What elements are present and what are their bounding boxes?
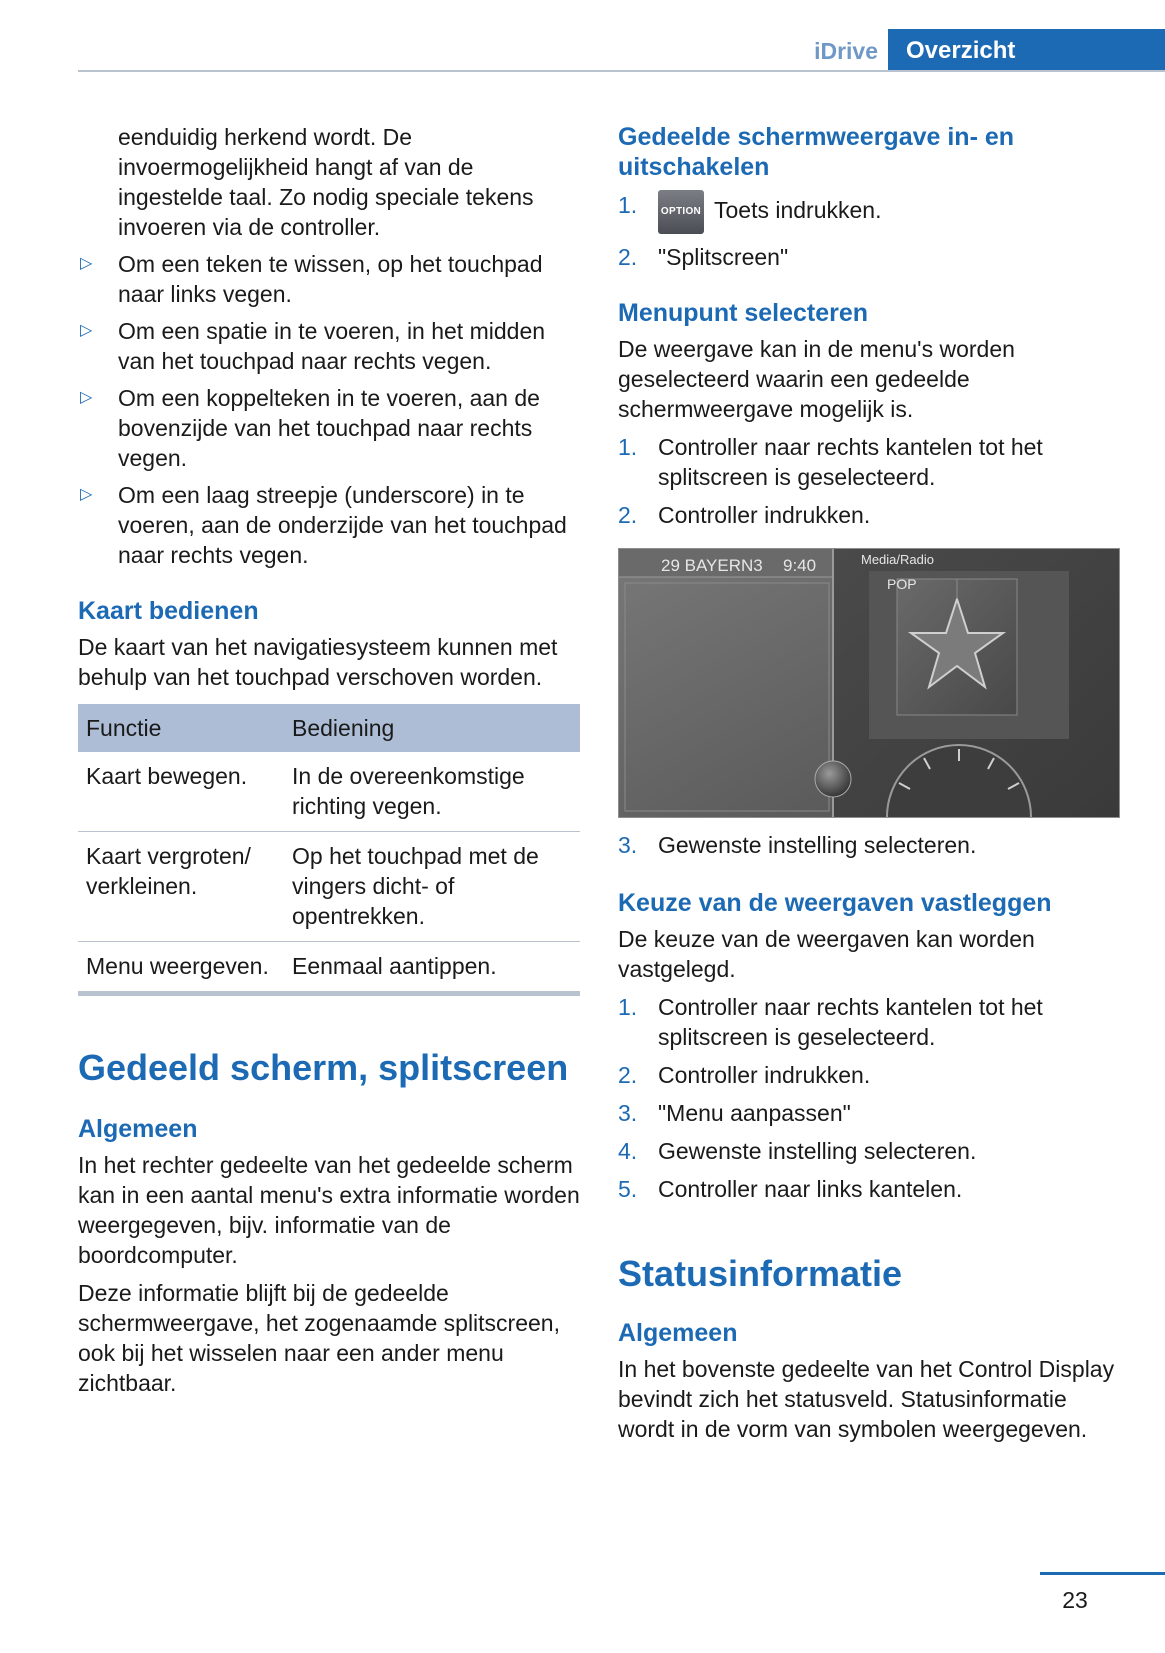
fix-views-steps <box>618 992 1118 1204</box>
step-item <box>618 432 1118 492</box>
step-text: Controller naar links kantelen. <box>658 1176 963 1202</box>
step-item <box>618 992 1118 1052</box>
fix-views-paragraph: De keuze van de weergaven kan worden vastgelegd. <box>618 926 1035 982</box>
step-item <box>618 190 1118 234</box>
step-text: Controller naar rechts kantelen tot het splitscreen is geselecteerd. <box>658 434 1043 490</box>
controller-knob-icon <box>815 761 851 797</box>
step-number: 3. <box>618 1100 638 1126</box>
step-number: 2. <box>618 244 638 270</box>
map-paragraph: De kaart van het navigatiesysteem kunnen met behulp van het touchpad verschoven worden. <box>78 634 558 690</box>
header-divider <box>78 70 1165 72</box>
step-text: Controller indrukken. <box>658 1062 871 1088</box>
table-cell: Kaart bewegen. <box>78 752 284 832</box>
step-number: 2. <box>618 1062 638 1088</box>
step-item <box>618 1136 1118 1166</box>
option-button-icon: OPTION <box>658 190 704 234</box>
step-text: Gewenste instelling selecteren. <box>658 1138 977 1164</box>
display-graphic <box>619 549 1119 817</box>
menu-select-steps-cont <box>618 830 1118 860</box>
swipe-bullet-list <box>78 249 580 570</box>
right-column <box>618 122 1118 1444</box>
step-number: 5. <box>618 1176 638 1202</box>
fix-views-heading: Keuze van de weergaven vastleggen <box>618 889 1052 917</box>
menu-select-heading: Menupunt selecteren <box>618 299 869 327</box>
table-row <box>78 832 580 942</box>
step-number: 4. <box>618 1138 638 1164</box>
step-number: 1. <box>618 434 638 460</box>
bullet-item <box>78 383 580 473</box>
clock-label: 9:40 <box>783 556 817 575</box>
step-item <box>618 500 1118 530</box>
toggle-steps <box>618 190 1118 272</box>
step-text: "Menu aanpassen" <box>658 1100 851 1126</box>
step-number: 1. <box>618 192 638 218</box>
table-cell: In de overeenkomstige richting vegen. <box>284 752 580 832</box>
status-general-heading: Algemeen <box>618 1319 738 1347</box>
header-chapter-tab: Overzicht <box>888 29 1165 72</box>
step-number: 3. <box>618 832 638 858</box>
triangle-bullet-icon: ▷ <box>80 255 93 272</box>
bullet-text: Om een teken te wissen, op het touchpad naar links vegen. <box>118 251 543 307</box>
table-header-cell: Bediening <box>284 704 580 752</box>
menu-select-paragraph: De weergave kan in de menu's worden geselecteerd waarin een gedeelde schermweergave mogelijk is. <box>618 336 1015 422</box>
table-cell: Op het touchpad met de vingers dicht- of opentrekken. <box>284 832 580 942</box>
bullet-item <box>78 249 580 309</box>
table-row <box>78 752 580 832</box>
step-text: Toets indrukken. <box>714 197 882 224</box>
menu-select-steps <box>618 432 1118 530</box>
control-display-screenshot <box>618 548 1120 818</box>
gesture-table <box>78 704 580 996</box>
step-item <box>618 1060 1118 1090</box>
step-number: 1. <box>618 994 638 1020</box>
header-section-label: iDrive <box>814 38 878 64</box>
general-heading: Algemeen <box>78 1115 198 1143</box>
bullet-text: Om een spatie in te voeren, in het midden van het touchpad naar rechts vegen. <box>118 318 546 374</box>
bullet-text: Om een laag streepje (underscore) in te voeren, aan de onderzijde van het touchpad naar rechts vegen. <box>118 482 567 568</box>
bullet-text: Om een koppelteken in te voeren, aan de bovenzijde van het touchpad naar rechts vegen. <box>118 385 540 471</box>
triangle-bullet-icon: ▷ <box>80 322 93 339</box>
table-cell: Menu weergeven. <box>78 942 284 994</box>
status-paragraph: In het bovenste gedeelte van het Control Display bevindt zich het statusveld. Statusinformatie wordt in de vorm van symbolen weergegeven. <box>618 1356 1115 1442</box>
general-paragraph-2: Deze informatie blijft bij de gedeelde schermweergave, het zogenaamde splitscreen, ook bij het wisselen naar een ander menu zichtbaar. <box>78 1280 560 1396</box>
map-heading: Kaart bedienen <box>78 597 259 625</box>
split-screen-heading: Gedeeld scherm, splitscreen <box>78 1047 569 1088</box>
step-text: "Splitscreen" <box>658 244 789 270</box>
genre-label: POP <box>887 576 917 592</box>
table-cell: Eenmaal aantippen. <box>284 942 580 994</box>
step-item <box>618 1174 1118 1204</box>
triangle-bullet-icon: ▷ <box>80 486 93 503</box>
toggle-heading: Gedeelde schermweergave in- en uitschakelen <box>618 123 1015 181</box>
station-label: 29 BAYERN3 <box>661 556 763 575</box>
footer-divider <box>1040 1572 1165 1575</box>
step-text: Controller indrukken. <box>658 502 871 528</box>
step-item <box>618 242 1118 272</box>
status-info-heading: Statusinformatie <box>618 1253 903 1294</box>
left-column <box>78 122 580 1398</box>
step-number: 2. <box>618 502 638 528</box>
step-text: Controller naar rechts kantelen tot het splitscreen is geselecteerd. <box>658 994 1043 1050</box>
table-cell: Kaart vergroten/ verkleinen. <box>78 832 284 942</box>
table-header-row <box>78 704 580 752</box>
step-item <box>618 1098 1118 1128</box>
page-number: 23 <box>1062 1587 1088 1613</box>
panel-title: Media/Radio <box>861 552 934 567</box>
intro-paragraph: eenduidig herkend wordt. De invoermogelijkheid hangt af van de ingestelde taal. Zo nodig speciale tekens invoeren via de controller. <box>118 124 534 240</box>
table-header-cell: Functie <box>78 704 284 752</box>
table-row <box>78 942 580 994</box>
step-text: Gewenste instelling selecteren. <box>658 832 977 858</box>
bullet-item <box>78 316 580 376</box>
triangle-bullet-icon: ▷ <box>80 389 93 406</box>
step-item <box>618 830 1118 860</box>
bullet-item <box>78 480 580 570</box>
general-paragraph-1: In het rechter gedeelte van het gedeelde scherm kan in een aantal menu's extra informatie worden weergegeven, bijv. informatie van de boordcomputer. <box>78 1152 580 1268</box>
